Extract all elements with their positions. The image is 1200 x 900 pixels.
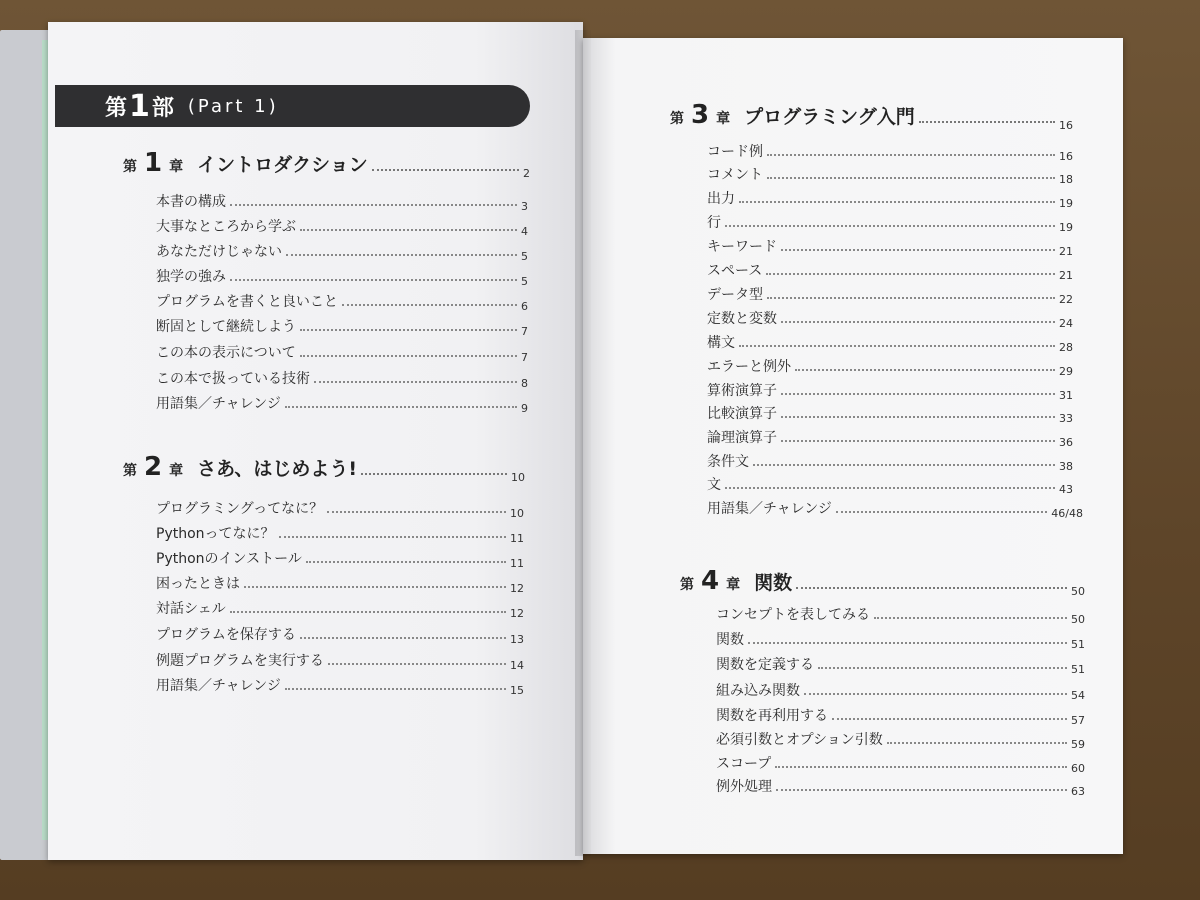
- entry-title: 行: [707, 215, 721, 231]
- dot-leader: [725, 487, 1055, 489]
- page-number: 9: [521, 402, 528, 415]
- dot-leader: [739, 345, 1055, 347]
- page-number: 54: [1071, 689, 1085, 702]
- toc-entry: [156, 316, 528, 336]
- page-number: 10: [511, 471, 525, 484]
- dot-leader: [887, 742, 1067, 744]
- chapter-number: 4: [701, 566, 720, 596]
- toc-entry: [156, 241, 528, 261]
- chapter-title: さあ、はじめよう!: [197, 458, 357, 480]
- entry-title: コメント: [707, 167, 763, 183]
- entry-title: この本の表示について: [156, 345, 296, 361]
- part-subtitle: (Part 1): [187, 95, 279, 117]
- chapter-suffix: 章: [726, 577, 741, 593]
- toc-entry: [707, 332, 1073, 352]
- page-number: 12: [510, 607, 524, 620]
- entry-title: 例外処理: [716, 779, 772, 795]
- page-number: 60: [1071, 762, 1085, 775]
- entry-title: コンセプトを表してみる: [716, 607, 870, 623]
- entry-title: Pythonってなに？: [156, 526, 275, 542]
- entry-title: 条件文: [707, 454, 749, 470]
- toc-entry: [707, 451, 1073, 471]
- entry-title: 定数と変数: [707, 311, 777, 327]
- entry-title: 比較演算子: [707, 406, 777, 422]
- page-number: 19: [1059, 197, 1073, 210]
- entry-title: 大事なところから学ぶ: [156, 219, 296, 235]
- entry-title: 用語集／チャレンジ: [156, 678, 281, 694]
- entry-title: 例題プログラムを実行する: [156, 653, 324, 669]
- part-header: [55, 85, 530, 127]
- chapter-title: 関数: [754, 572, 793, 594]
- toc-entry: [707, 356, 1073, 376]
- page-number: 43: [1059, 483, 1073, 496]
- page-number: 10: [510, 507, 524, 520]
- entry-title: 組み込み関数: [716, 683, 800, 699]
- part-number: 1: [129, 88, 150, 124]
- entry-title: 関数を再利用する: [716, 708, 828, 724]
- toc-entry: [156, 650, 524, 670]
- chapter-heading: [123, 148, 530, 178]
- dot-leader: [230, 279, 517, 281]
- toc-entry: [716, 629, 1085, 649]
- toc-entry: [716, 680, 1085, 700]
- toc-entry: [707, 308, 1073, 328]
- page-number: 12: [510, 582, 524, 595]
- entry-title: 文: [707, 477, 721, 493]
- page-number: 2: [523, 167, 530, 180]
- page-number: 18: [1059, 173, 1073, 186]
- dot-leader: [342, 304, 517, 306]
- chapter-heading: [680, 566, 1085, 596]
- dot-leader: [300, 229, 517, 231]
- toc-entry: [707, 188, 1073, 208]
- dot-leader: [781, 393, 1055, 395]
- toc-entry: [716, 753, 1085, 773]
- dot-leader: [874, 617, 1067, 619]
- entry-title: コード例: [707, 144, 763, 160]
- chapter-prefix: 第: [670, 111, 684, 127]
- dot-leader: [775, 766, 1067, 768]
- dot-leader: [285, 406, 517, 408]
- toc-entry: [156, 393, 528, 413]
- page-number: 8: [521, 377, 528, 390]
- toc-entry: [156, 342, 528, 362]
- page-number: 13: [510, 633, 524, 646]
- toc-entry: [707, 212, 1073, 232]
- page-number: 7: [521, 351, 528, 364]
- dot-leader: [748, 642, 1067, 644]
- chapter-heading: [123, 452, 525, 482]
- page-number: 19: [1059, 221, 1073, 234]
- dot-leader: [300, 355, 517, 357]
- chapter-number: 1: [144, 148, 163, 178]
- entry-title: この本で扱っている技術: [156, 371, 310, 387]
- dot-leader: [832, 718, 1067, 720]
- toc-entry: [716, 705, 1085, 725]
- page-number: 22: [1059, 293, 1073, 306]
- toc-entry: [707, 380, 1073, 400]
- part-suffix: 部: [151, 95, 174, 121]
- page-number: 15: [510, 684, 524, 697]
- chapter-prefix: 第: [123, 159, 137, 175]
- toc-entry: [156, 266, 528, 286]
- entry-title: 対話シェル: [156, 601, 226, 617]
- chapter-number: 2: [144, 452, 163, 482]
- page-number: 51: [1071, 638, 1085, 651]
- toc-entry: [707, 498, 1083, 518]
- part-prefix: 第: [105, 95, 128, 121]
- dot-leader: [776, 789, 1067, 791]
- entry-title: 論理演算子: [707, 430, 777, 446]
- chapter-prefix: 第: [123, 463, 137, 479]
- dot-leader: [230, 611, 506, 613]
- page-number: 16: [1059, 150, 1073, 163]
- chapter-title: イントロダクション: [197, 154, 368, 176]
- entry-title: プログラミングってなに？: [156, 501, 324, 517]
- page-number: 14: [510, 659, 524, 672]
- toc-entry: [716, 776, 1085, 796]
- toc-entry: [707, 164, 1073, 184]
- toc-entry: [156, 523, 524, 543]
- page-number: 11: [510, 557, 524, 570]
- toc-entry: [156, 675, 524, 695]
- toc-entry: [156, 191, 528, 211]
- dot-leader: [328, 663, 506, 665]
- dot-leader: [836, 511, 1047, 513]
- dot-leader: [300, 637, 506, 639]
- entry-title: エラーと例外: [707, 359, 791, 375]
- entry-title: 用語集／チャレンジ: [707, 501, 832, 517]
- page-number: 57: [1071, 714, 1085, 727]
- dot-leader: [919, 121, 1055, 123]
- page-number: 21: [1059, 245, 1073, 258]
- book-gutter: [575, 30, 591, 856]
- page-number: 50: [1071, 585, 1085, 598]
- chapter-suffix: 章: [716, 111, 731, 127]
- dot-leader: [306, 561, 506, 563]
- entry-title: 独学の強み: [156, 269, 226, 285]
- page-number: 3: [521, 200, 528, 213]
- dot-leader: [279, 536, 506, 538]
- page-number: 59: [1071, 738, 1085, 751]
- toc-entry: [716, 604, 1085, 624]
- toc-entry: [156, 291, 528, 311]
- page-number: 51: [1071, 663, 1085, 676]
- chapter-suffix: 章: [169, 463, 184, 479]
- page-number: 11: [510, 532, 524, 545]
- dot-leader: [767, 297, 1055, 299]
- toc-entry: [707, 260, 1073, 280]
- dot-leader: [781, 440, 1055, 442]
- page-number: 4: [521, 225, 528, 238]
- dot-leader: [244, 586, 506, 588]
- page-number: 36: [1059, 436, 1073, 449]
- chapter-suffix: 章: [169, 159, 184, 175]
- dot-leader: [361, 473, 507, 475]
- dot-leader: [314, 381, 517, 383]
- page-number: 5: [521, 250, 528, 263]
- toc-entry: [716, 729, 1085, 749]
- entry-title: プログラムを書くと良いこと: [156, 294, 338, 310]
- dot-leader: [372, 169, 519, 171]
- dot-leader: [285, 688, 506, 690]
- dot-leader: [753, 464, 1055, 466]
- entry-title: 困ったときは: [156, 576, 240, 592]
- page-number: 50: [1071, 613, 1085, 626]
- page-number: 24: [1059, 317, 1073, 330]
- toc-entry: [156, 624, 524, 644]
- toc-entry: [716, 654, 1085, 674]
- page-number: 46/48: [1051, 507, 1083, 520]
- entry-title: データ型: [707, 287, 763, 303]
- dot-leader: [230, 204, 517, 206]
- toc-entry: [156, 498, 524, 518]
- dot-leader: [327, 511, 506, 513]
- dot-leader: [804, 693, 1067, 695]
- toc-entry: [707, 141, 1073, 161]
- page-number: 38: [1059, 460, 1073, 473]
- toc-entry: [707, 474, 1073, 494]
- chapter-prefix: 第: [680, 577, 694, 593]
- entry-title: 関数を定義する: [716, 657, 814, 673]
- page-number: 63: [1071, 785, 1085, 798]
- page-number: 28: [1059, 341, 1073, 354]
- dot-leader: [725, 225, 1055, 227]
- entry-title: 算術演算子: [707, 383, 777, 399]
- dot-leader: [781, 249, 1055, 251]
- page-number: 16: [1059, 119, 1073, 132]
- dot-leader: [300, 329, 517, 331]
- toc-entry: [707, 403, 1073, 423]
- toc-entry: [707, 427, 1073, 447]
- dot-leader: [286, 254, 517, 256]
- dot-leader: [781, 416, 1055, 418]
- entry-title: Pythonのインストール: [156, 551, 302, 567]
- toc-entry: [156, 573, 524, 593]
- entry-title: スペース: [707, 263, 763, 279]
- page-number: 31: [1059, 389, 1073, 402]
- dot-leader: [767, 177, 1055, 179]
- entry-title: プログラムを保存する: [156, 627, 296, 643]
- entry-title: あなただけじゃない: [156, 244, 282, 260]
- toc-entry: [156, 548, 524, 568]
- toc-entry: [156, 598, 524, 618]
- toc-entry: [707, 236, 1073, 256]
- chapter-heading: [670, 100, 1073, 130]
- entry-title: キーワード: [707, 239, 777, 255]
- dot-leader: [795, 369, 1055, 371]
- entry-title: 用語集／チャレンジ: [156, 396, 281, 412]
- page-number: 6: [521, 300, 528, 313]
- page-number: 21: [1059, 269, 1073, 282]
- entry-title: 断固として継続しよう: [156, 319, 296, 335]
- chapter-title: プログラミング入門: [744, 106, 915, 128]
- dot-leader: [767, 154, 1055, 156]
- page-number: 5: [521, 275, 528, 288]
- toc-entry: [707, 284, 1073, 304]
- dot-leader: [818, 667, 1067, 669]
- entry-title: 本書の構成: [156, 194, 226, 210]
- chapter-number: 3: [691, 100, 710, 130]
- entry-title: スコープ: [716, 756, 772, 772]
- entry-title: 必須引数とオプション引数: [716, 732, 883, 748]
- dot-leader: [739, 201, 1055, 203]
- entry-title: 出力: [707, 191, 735, 207]
- page-number: 7: [521, 325, 528, 338]
- entry-title: 関数: [716, 632, 744, 648]
- dot-leader: [796, 587, 1067, 589]
- page-number: 33: [1059, 412, 1073, 425]
- toc-entry: [156, 216, 528, 236]
- toc-entry: [156, 368, 528, 388]
- page-number: 29: [1059, 365, 1073, 378]
- dot-leader: [781, 321, 1055, 323]
- entry-title: 構文: [707, 335, 735, 351]
- dot-leader: [766, 273, 1055, 275]
